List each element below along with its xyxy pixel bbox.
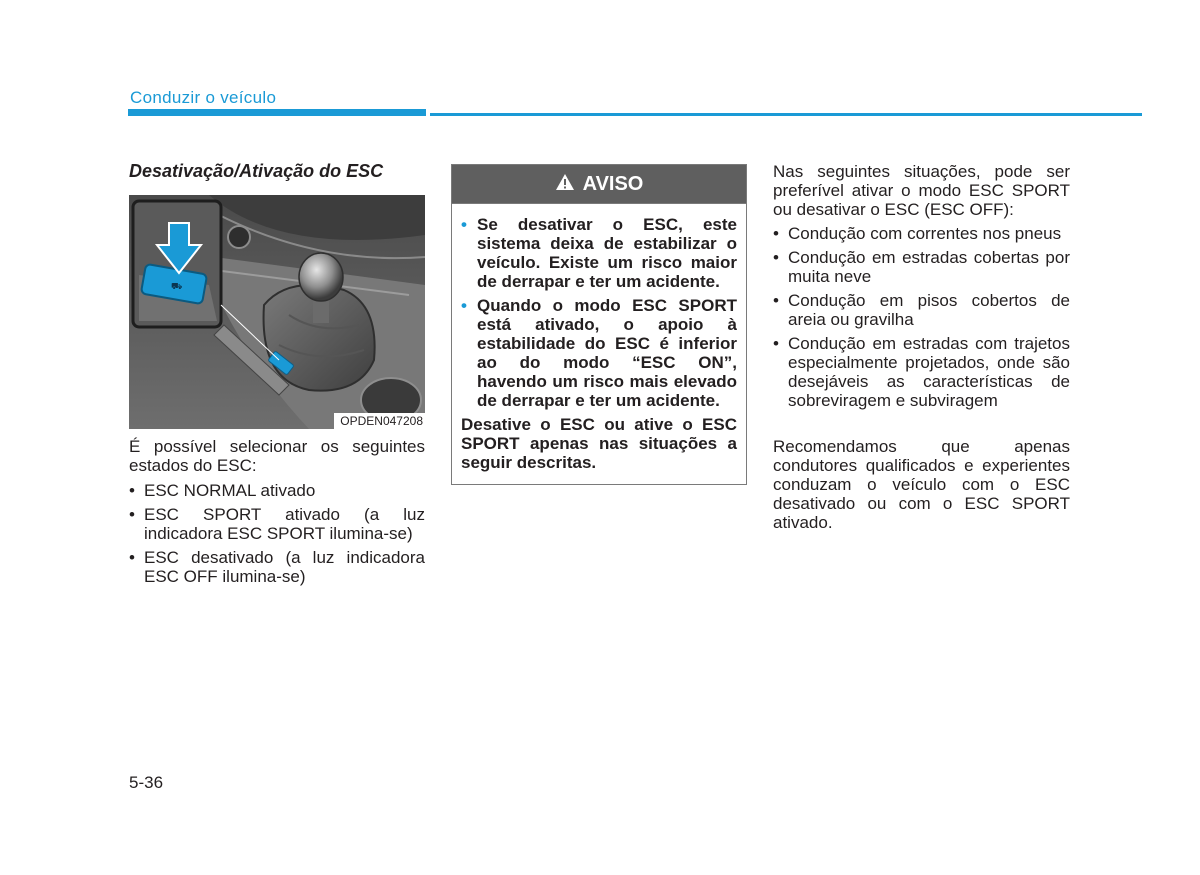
list-item: • Se desativar o ESC, este sistema deixa de estabilizar o veículo. Existe um risco maior de derrapar e ter um acidente. [461, 215, 737, 291]
section-heading: Desativação/Ativação do ESC [129, 161, 384, 181]
warning-list [461, 215, 737, 410]
recommendation-paragraph: Recomendamos que apenas condutores qualificados e experientes conduzam o veículo com o ESC desativado ou com o ESC SPORT ativado. [773, 437, 1070, 532]
list-item: • Condução em pisos cobertos de areia ou gravilha [773, 291, 1070, 329]
warning-column [451, 164, 747, 485]
right-column [773, 162, 1070, 537]
left-column [129, 160, 425, 591]
list-item: • Condução em estradas com trajetos especialmente projetados, onde são desejáveis as características de sobreviragem e subviragem [773, 334, 1070, 410]
page-number: 5-36 [129, 773, 164, 792]
situations-list [773, 224, 1070, 410]
warning-header [452, 165, 746, 204]
warning-closing: Desative o ESC ou ative o ESC SPORT apenas nas situações a seguir descritas. [461, 415, 737, 472]
warning-triangle-icon [555, 173, 575, 195]
section-title: Conduzir o veículo [130, 88, 277, 107]
list-item: • ESC NORMAL ativado [129, 481, 425, 500]
warning-box [451, 164, 747, 485]
warning-title: AVISO [582, 172, 644, 195]
esc-button-illustration [129, 195, 425, 429]
situations-intro: Nas seguintes situações, pode ser preferível ativar o modo ESC SPORT ou desativar o ESC (ESC OFF): [773, 162, 1070, 219]
list-item: • ESC SPORT ativado (a luz indicadora ESC SPORT ilumina-se) [129, 505, 425, 543]
svg-text:⛟: ⛟ [171, 282, 183, 292]
list-item: • ESC desativado (a luz indicadora ESC OFF ilumina-se) [129, 548, 425, 586]
list-item: • Condução com correntes nos pneus [773, 224, 1070, 243]
warning-body [452, 204, 746, 484]
list-item: • Condução em estradas cobertas por muita neve [773, 248, 1070, 286]
console-drawing [129, 195, 425, 429]
list-item: • Quando o modo ESC SPORT está ativado, o apoio à estabilidade do ESC é inferior ao do modo “ESC ON”, havendo um risco mais elevado de derrapar e ter um acidente. [461, 296, 737, 410]
header-rule [430, 113, 1142, 116]
figure-code: OPDEN047208 [334, 413, 425, 429]
header-accent-bar [128, 109, 426, 116]
intro-paragraph: É possível selecionar os seguintes estados do ESC: [129, 437, 425, 475]
esc-states-list [129, 481, 425, 586]
